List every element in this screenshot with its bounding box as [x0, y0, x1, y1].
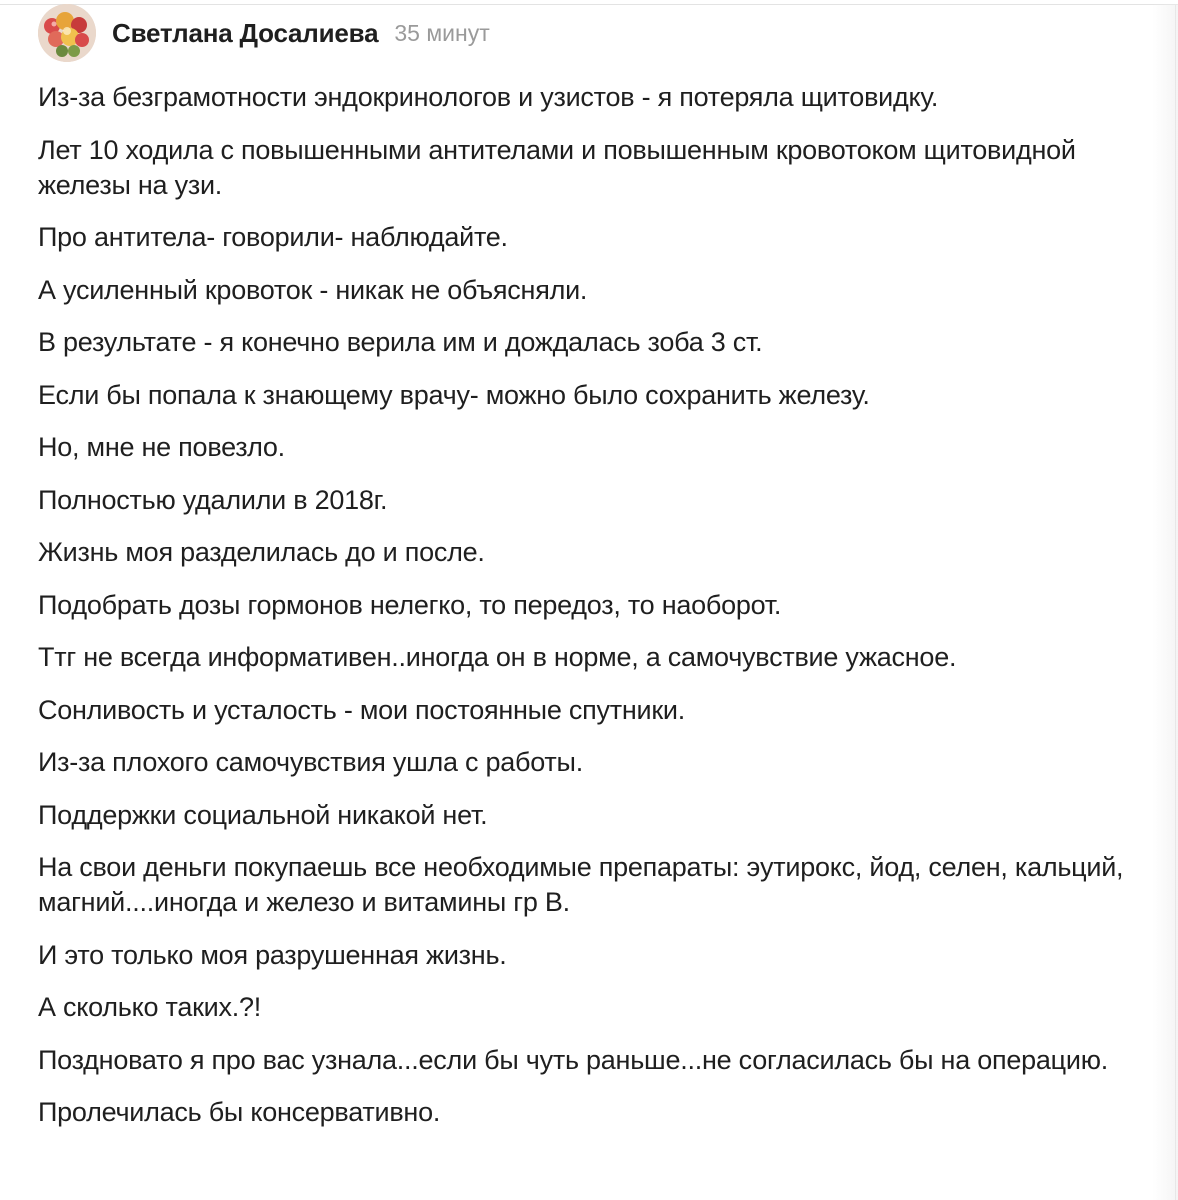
comment-timestamp[interactable]: 35 минут: [394, 19, 490, 46]
comment-paragraph: Из-за безграмотности эндокринологов и узистов - я потеряла щитовидку.: [38, 82, 939, 112]
comment-paragraph: Но, мне не повезло.: [38, 432, 285, 462]
avatar[interactable]: [38, 4, 96, 62]
comment-paragraph: Пролечилась бы консервативно.: [38, 1097, 441, 1127]
comment-paragraph: Про антитела- говорили- наблюдайте.: [38, 222, 508, 252]
comment-paragraph: В результате - я конечно верила им и дождалась зоба 3 ст.: [38, 327, 763, 357]
comment-header: [38, 4, 490, 62]
comment-paragraph: Поздновато я про вас узнала...если бы чуть раньше...не согласилась бы на операцию.: [38, 1044, 1108, 1075]
comment-paragraph: Полностью удалили в 2018г.: [38, 484, 388, 515]
comment-paragraph: Подобрать дозы гормонов нелегко, то передоз, то наоборот.: [38, 589, 782, 620]
comment-paragraph: Поддержки социальной никакой нет.: [38, 799, 488, 830]
comment-paragraph: На свои деньги покупаешь все необходимые препараты: эутирокс, йод, селен, кальций, магний....иногда и железо и витамины гр В.: [38, 852, 1124, 917]
comment-paragraph: А усиленный кровоток - никак не объясняли.: [38, 274, 588, 305]
author-name[interactable]: Светлана Досалиева: [112, 17, 379, 48]
comment-paragraph: Если бы попала к знающему врачу- можно было сохранить железу.: [38, 379, 870, 410]
comment-body: [38, 80, 1150, 1148]
comment-paragraph: Ттг не всегда информативен..иногда он в норме, а самочувствие ужасное.: [38, 642, 957, 672]
comment-paragraph: А сколько таких.?!: [38, 992, 261, 1022]
flower-bouquet-icon: [38, 4, 96, 62]
comment-paragraph: И это только моя разрушенная жизнь.: [38, 939, 507, 970]
comment-paragraph: Жизнь моя разделилась до и после.: [38, 537, 485, 567]
comment-paragraph: Сонливость и усталость - мои постоянные спутники.: [38, 694, 685, 725]
comment-right-shadow: [1152, 4, 1178, 1200]
comment-paragraph: Из-за плохого самочувствия ушла с работы.: [38, 747, 583, 777]
comment-paragraph: Лет 10 ходила с повышенными антителами и повышенным кровотоком щитовидной железы на узи.: [38, 134, 1076, 200]
